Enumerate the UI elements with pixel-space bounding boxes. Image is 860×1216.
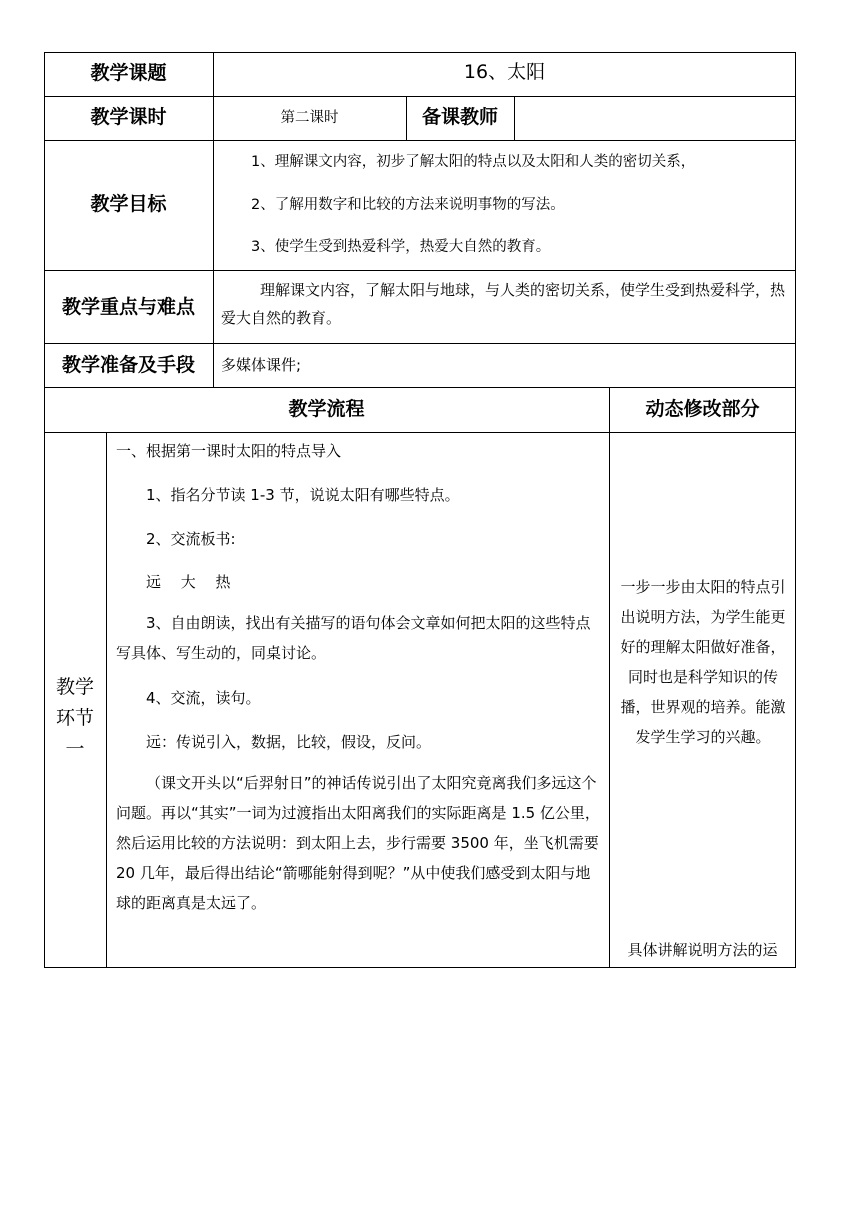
section-note: （课文开头以“后羿射日”的神话传说引出了太阳究竟离我们多远这个问题。再以“其实”一词为过渡指出太阳离我们的实际距离是 1.5 亿公里，然后运用比较的方法说明：到太阳上去，步行需要 3500 年，坐飞机需要 20 几年，最后得出结论“箭哪能射得到呢？”从中使我们感受到太阳与地球的距离真是太远了。 — [116, 774, 600, 912]
period-value: 第二课时 — [280, 110, 339, 126]
row-divider — [44, 96, 796, 97]
goal-item: 3、使学生受到热爱科学，热爱大自然的教育。 — [251, 239, 551, 255]
section-step: 3、自由朗读，找出有关描写的语句体会文章如何把太阳的这些特点写具体、写生动的，同桌讨论。 — [116, 614, 591, 662]
column-divider — [106, 432, 107, 968]
column-divider — [213, 52, 214, 388]
section-heading: 一、根据第一课时太阳的特点导入 — [116, 442, 342, 460]
section-step: 2、交流板书: — [146, 530, 236, 548]
key-points-text: 理解课文内容，了解太阳与地球，与人类的密切关系，使学生受到热爱科学，热爱大自然的教育。 — [221, 281, 786, 327]
prep-label: 教学准备及手段 — [61, 354, 195, 376]
row-divider — [44, 387, 796, 388]
goal-item: 2、了解用数字和比较的方法来说明事物的写法。 — [251, 197, 565, 213]
row-divider — [44, 343, 796, 344]
goals-label: 教学目标 — [90, 193, 167, 215]
goal-item: 1、理解课文内容，初步了解太阳的特点以及太阳和人类的密切关系， — [251, 154, 696, 170]
section-step: 1、指名分节读 1-3 节，说说太阳有哪些特点。 — [146, 486, 460, 504]
topic-value: 16、太阳 — [463, 61, 546, 83]
dynamic-note: 具体讲解说明方法的运 — [627, 941, 778, 959]
row-divider — [44, 432, 796, 433]
flow-header: 教学流程 — [288, 398, 365, 420]
key-points-label: 教学重点与难点 — [61, 296, 195, 318]
column-divider — [609, 387, 610, 968]
column-divider — [514, 96, 515, 140]
row-divider — [44, 270, 796, 271]
topic-label: 教学课题 — [90, 62, 167, 84]
teacher-label: 备课教师 — [421, 106, 498, 128]
section-label: 教学环节一 — [55, 676, 94, 760]
period-label: 教学课时 — [90, 106, 167, 128]
section-step: 远：传说引入，数据，比较，假设，反问。 — [146, 733, 432, 751]
prep-value: 多媒体课件; — [221, 356, 302, 374]
row-divider — [44, 140, 796, 141]
dynamic-header: 动态修改部分 — [645, 398, 760, 420]
section-step: 4、交流，读句。 — [146, 689, 261, 707]
section-step: 远 大 热 — [146, 573, 231, 591]
dynamic-note: 一步一步由太阳的特点引出说明方法，为学生能更好的理解太阳做好准备，同时也是科学知识的传播，世界观的培养。能激发学生学习的兴趣。 — [620, 578, 786, 746]
